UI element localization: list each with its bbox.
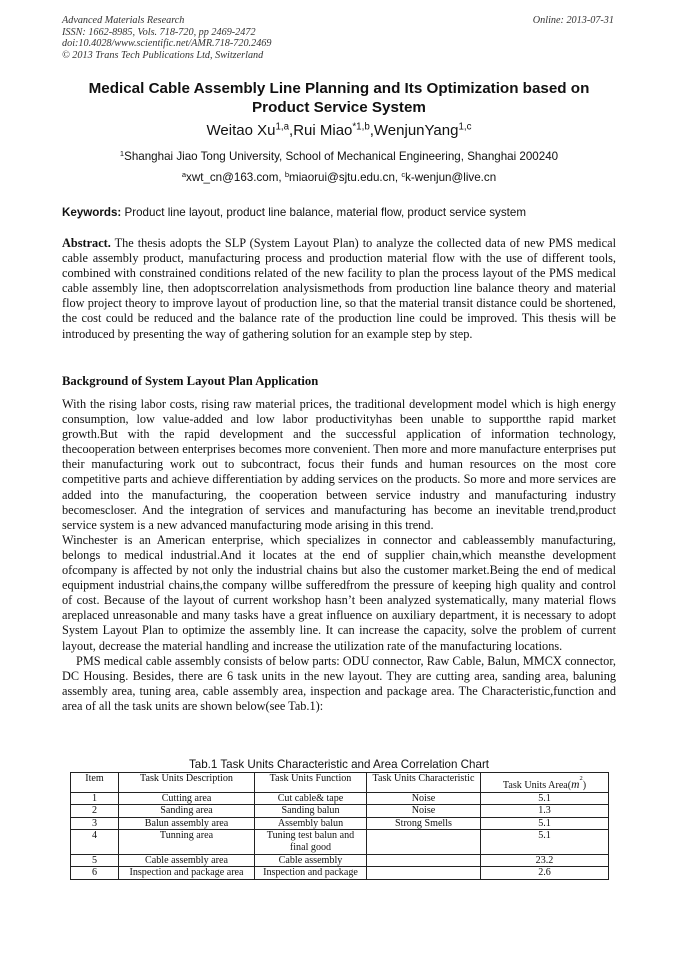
email-list: $^a$xwt_cn@163.com, $^b$miaorui@sjtu.edu.cn, $^c$k-wenjun@live.cn <box>181 169 497 184</box>
body-paragraph: PMS medical cable assembly consists of below parts: ODU connector, Raw Cable, Balun, MMCX connector, DC Housing. Besides, there are 6 task units in the new layout. They are cutting area, sanding area, baluning assembly area, tuning area, cable assembly area, inspection and package area. The Characteristic,function and area of all the task units are shown below(see Tab.1): <box>62 653 616 713</box>
table-row <box>71 867 609 880</box>
paper-title: Medical Cable Assembly Line Planning and Its Optimization based on Product Service System <box>88 80 590 116</box>
cell-area: 5.1 <box>481 817 609 830</box>
cell-function: Sanding balun <box>255 805 367 818</box>
header-characteristic: Task Units Characteristic <box>367 773 481 793</box>
email-address[interactable]: miaorui@sjtu.edu.cn <box>289 171 395 184</box>
cell-area: 5.1 <box>481 830 609 854</box>
header-function: Task Units Function <box>255 773 367 793</box>
cell-area: 5.1 <box>481 792 609 805</box>
author-list: Weitao Xu$^{1,a}$,Rui Miao$^{*1,b}$,WenjunYang$^{1,c}$ <box>206 121 472 139</box>
area-unit: m <box>571 779 580 791</box>
task-units-table <box>70 772 609 880</box>
table-row <box>71 854 609 867</box>
cell-function: Tuning test balun and final good <box>255 830 367 854</box>
cell-characteristic: Strong Smells <box>367 817 481 830</box>
cell-characteristic: Noise <box>367 805 481 818</box>
cell-description: Tunning area <box>119 830 255 854</box>
cell-description: Inspection and package area <box>119 867 255 880</box>
author-affiliation-mark: 1,a <box>275 121 290 133</box>
email-address[interactable]: xwt_cn@163.com <box>186 171 279 184</box>
cell-item: 6 <box>71 867 119 880</box>
affiliation <box>62 150 616 164</box>
table-row <box>71 805 609 818</box>
email-address[interactable]: k-wenjun@live.cn <box>405 171 497 184</box>
author-name: Weitao Xu <box>206 122 276 139</box>
body-paragraph: With the rising labor costs, rising raw material prices, the traditional development model which is high energy consumption, low value-added and low labor productivityhas been unable to supportthe rapid market growth.But with the rapid development and the successful application of information technology, thecooperation between enterprises becomes more convenient. Then more and more manufacture enterprises put their manufacturing work out to subcontract, focus their funds and human resources on the most core competitive parts and achieve differentiation by adding services on the products. So more and more services are added into the manufacturing, the cooperation between service industry and manufacturing industry becomescloser. And the integration of services and manufacturing has become an inevitable trend,product service system is a new advanced manufacturing mode arising in this trend. <box>62 397 616 532</box>
table-header-row <box>71 773 609 793</box>
copyright-line: © 2013 Trans Tech Publications Ltd, Switzerland <box>62 49 264 61</box>
table-caption: Tab.1 Task Units Characteristic and Area Correlation Chart <box>188 758 490 771</box>
cell-description: Cutting area <box>119 792 255 805</box>
abstract <box>62 236 616 342</box>
area-unit-exponent: 2 <box>579 775 583 782</box>
header-description: Task Units Description <box>119 773 255 793</box>
author-affiliation-mark: 1,c <box>458 121 472 133</box>
author-name: WenjunYang <box>373 122 459 139</box>
table-row <box>71 830 609 854</box>
cell-characteristic <box>367 854 481 867</box>
table-row <box>71 792 609 805</box>
email-mark: b <box>284 169 290 179</box>
cell-characteristic: Noise <box>367 792 481 805</box>
cell-item: 1 <box>71 792 119 805</box>
author-affiliation-mark: *1,b <box>352 121 370 133</box>
abstract-label: Abstract. <box>62 236 111 250</box>
cell-characteristic <box>367 867 481 880</box>
header-item: Item <box>71 773 119 793</box>
doi-line[interactable]: doi:10.4028/www.scientific.net/AMR.718-720.2469 <box>62 38 272 50</box>
cell-function: Cable assembly <box>255 854 367 867</box>
keywords <box>62 206 616 220</box>
cell-function: Inspection and package <box>255 867 367 880</box>
header-area <box>481 773 609 793</box>
header-area-text: Task Units Area( <box>502 780 572 791</box>
table-row <box>71 817 609 830</box>
online-date: Online: 2013-07-31 <box>532 15 614 26</box>
email-mark: a <box>181 169 187 179</box>
cell-item: 2 <box>71 805 119 818</box>
cell-function: Cut cable& tape <box>255 792 367 805</box>
body-paragraph: Winchester is an American enterprise, which specializes in connector and cableassembly manufacturing, belongs to medical industrial.And it locates at the end of supplier chain,which meansthe development ofcompany is affected by not only the industrial chains but also the customer market.Being the end of medical equipment industrial chains,the company willbe sufferedfrom the pressure of keeping high quality and control of cost. Because of the layout of current workshop hasn’t been analyzed systematically, many material flows areplaced unreasonable and many tasks have a great influence on auxiliary department, it is necessary to adopt System Layout Plan to optimize the assembly line. It can increase the capacity, solve the problem of current layout, decrease the material handling and increase the utilization rate of the manufacturing locations. <box>62 532 616 653</box>
author-name: Rui Miao <box>293 122 353 139</box>
affiliation-mark: 1 <box>119 148 125 158</box>
keywords-text: Product line layout, product line balance, material flow, product service system <box>124 206 526 219</box>
cell-description: Balun assembly area <box>119 817 255 830</box>
journal-metadata <box>62 15 271 61</box>
section-body <box>62 397 616 714</box>
affiliation-text: Shanghai Jiao Tong University, School of Mechanical Engineering, Shanghai 200240 <box>124 150 559 163</box>
issn-line: ISSN: 1662-8985, Vols. 718-720, pp 2469-2472 <box>62 26 256 38</box>
cell-item: 4 <box>71 830 119 854</box>
header-area-close: ) <box>582 780 587 791</box>
cell-item: 3 <box>71 817 119 830</box>
cell-function: Assembly balun <box>255 817 367 830</box>
cell-item: 5 <box>71 854 119 867</box>
journal-name: Advanced Materials Research <box>62 15 185 26</box>
cell-area: 1.3 <box>481 805 609 818</box>
cell-characteristic <box>367 830 481 854</box>
cell-area: 2.6 <box>481 867 609 880</box>
abstract-text: The thesis adopts the SLP (System Layout Plan) to analyze the collected data of new PMS medical cable assembly product, manufacturing process and production material flow with the use of different tools, combined with constrained conditions related of the new facility to plan the process layout of the PMS medical cable assembly line, then adoptscorrelation analysismethods from production line balance theory and material flow project theory to improve layout of production line, so that the material transit distance could be shortened, the cost could be reduced and the balance rate of the production line could be improved. This thesis will be introduced by presenting the way of gathering solution for an example step by step. <box>62 236 616 341</box>
section-heading: Background of System Layout Plan Application <box>62 374 319 388</box>
cell-description: Sanding area <box>119 805 255 818</box>
cell-area: 23.2 <box>481 854 609 867</box>
email-mark: c <box>401 169 406 179</box>
cell-description: Cable assembly area <box>119 854 255 867</box>
keywords-label: Keywords: <box>62 206 122 219</box>
